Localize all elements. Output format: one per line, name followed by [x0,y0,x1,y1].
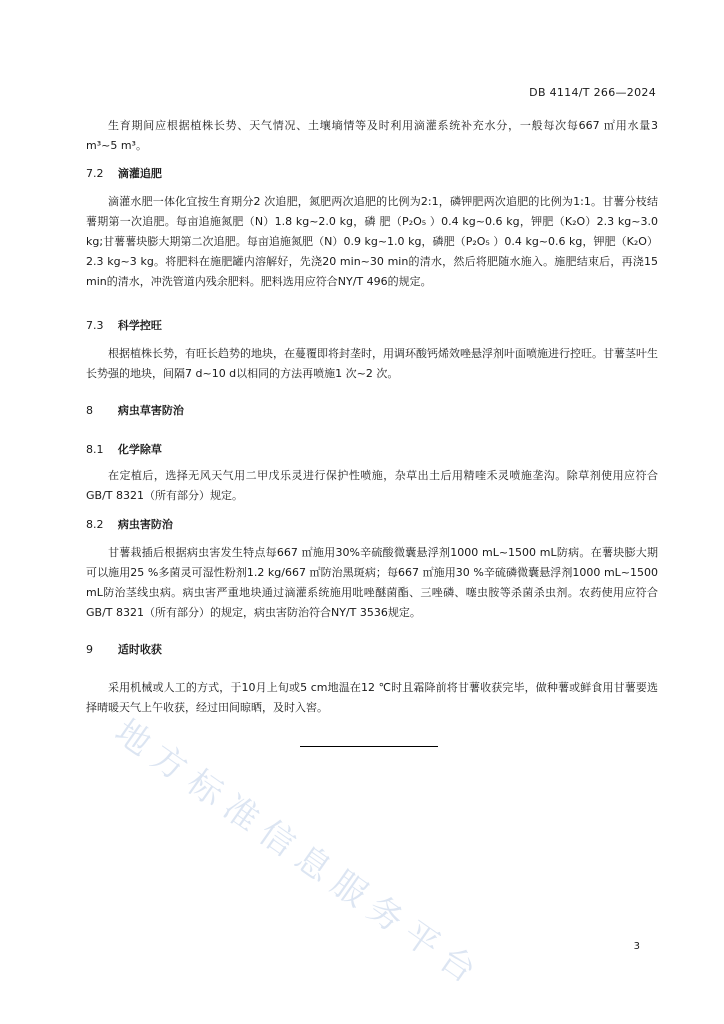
section-paragraph: 甘薯栽插后根据病虫害发生特点每667 ㎡施用30%辛硫酸微囊悬浮剂1000 mL~1500 mL防病。在薯块膨大期可以施用25 %多菌灵可湿性粉剂1.2 kg/667 ㎡防治黑斑病；每667 ㎡施用30 %辛硫磷微囊悬浮剂1000 mL~1500 mL防治茎线虫病。病虫害严重地块通过滴灌系统施用吡唑醚菌酯、三唑磷、噻虫胺等杀菌杀虫剂。农药使用应符合 GB/T 8321（所有部分）的规定，病虫害防治符合NY/T 3536规定。 [86,546,658,619]
section-number: 7.2 [86,167,104,180]
section-title: 滴灌追肥 [117,167,162,180]
section-heading-8-2 [86,515,173,535]
section-body-9 [86,678,658,718]
section-heading-7-2 [86,164,162,184]
section-title: 适时收获 [117,643,162,656]
end-separator-line [300,746,438,747]
section-title: 科学控旺 [117,319,162,332]
intro-paragraph: 生育期间应根据植株长势、天气情况、土壤墒情等及时利用滴灌系统补充水分，一般每次每667 ㎡用水量3 m³~5 m³。 [86,119,658,152]
intro-paragraph-block [86,116,658,156]
section-number: 8.1 [86,443,104,456]
section-body-8-2 [86,543,658,623]
section-number: 8 [86,404,93,417]
section-paragraph: 在定植后，选择无风天气用二甲戊乐灵进行保护性喷施，杂草出土后用精喹禾灵喷施垄沟。除草剂使用应符合GB/T 8321（所有部分）规定。 [86,469,658,502]
document-code: DB 4114/T 266—2024 [529,86,656,99]
section-number: 7.3 [86,319,104,332]
section-body-8-1 [86,466,658,506]
watermark: 地方标准信息服务平台 [107,711,491,997]
section-body-7-3 [86,344,658,384]
section-heading-8 [86,401,184,421]
section-paragraph: 滴灌水肥一体化宜按生育期分2 次追肥，氮肥两次追肥的比例为2:1，磷钾肥两次追肥的比例为1:1。甘薯分枝结薯期第一次追肥。每亩追施氮肥（N）1.8 kg~2.0 kg，磷 肥（P₂O₅ ）0.4 kg~0.6 kg，钾肥（K₂O）2.3 kg~3.0 kg;甘薯薯块膨大期第二次追肥。每亩追施氮肥（N）0.9 kg~1.0 kg，磷肥（P₂O₅ ）0.4 kg~0.6 kg，钾肥（K₂O）2.3 kg~3 kg。将肥料在施肥罐内溶解好，先浇20 min~30 min的清水，然后将肥随水施入。施肥结束后，再浇15 min的清水，冲洗管道内残余肥料。肥料选用应符合NY/T 496的规定。 [86,195,658,288]
page-number: 3 [633,941,640,952]
section-body-7-2 [86,192,658,292]
section-title: 病虫害防治 [117,518,173,531]
section-title: 化学除草 [117,443,162,456]
section-heading-8-1 [86,440,162,460]
section-paragraph: 根据植株长势，有旺长趋势的地块，在蔓覆即将封垄时，用调环酸钙烯效唑悬浮剂叶面喷施进行控旺。甘薯茎叶生长势强的地块，间隔7 d~10 d以相同的方法再喷施1 次~2 次。 [86,347,658,380]
section-heading-7-3 [86,316,162,336]
section-heading-9 [86,640,162,660]
section-title: 病虫草害防治 [117,404,184,417]
section-paragraph: 采用机械或人工的方式，于10月上旬或5 cm地温在12 ℃时且霜降前将甘薯收获完毕，做种薯或鲜食用甘薯要选择晴暖天气上午收获，经过田间晾晒，及时入窖。 [86,681,658,714]
section-number: 9 [86,643,93,656]
section-number: 8.2 [86,518,104,531]
